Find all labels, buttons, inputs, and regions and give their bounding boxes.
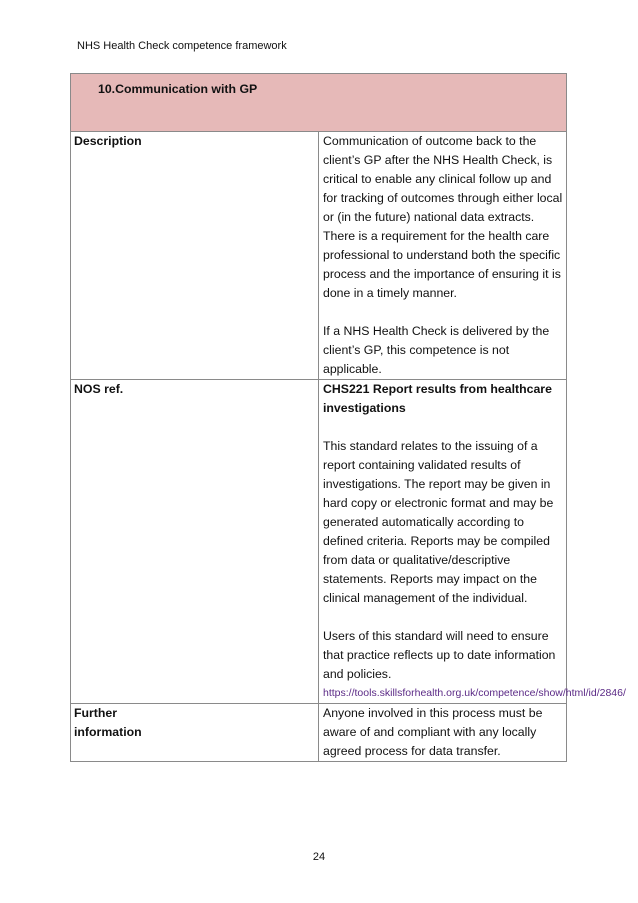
- description-label: Description: [71, 132, 319, 380]
- page-number: 24: [312, 851, 326, 863]
- nos-paragraph-1: This standard relates to the issuing of a report containing validated results of investigations. The report may be given in hard copy or electronic format and may be generated automatically according to defined criteria. Reports may be compiled from data or qualitative/descriptive statements. Reports may impact on the clinical management of the individual.: [323, 439, 554, 605]
- section-title-text: Communication with GP: [115, 82, 258, 96]
- description-paragraph-2: If a NHS Health Check is delivered by the client’s GP, this competence is not applicable.: [323, 324, 550, 376]
- nos-paragraph-2: Users of this standard will need to ensure that practice reflects up to date information and policies.: [323, 629, 556, 681]
- section-title: [71, 74, 567, 132]
- title-row: [71, 74, 567, 132]
- further-information-row: [71, 704, 567, 762]
- further-label-line-2: information: [74, 725, 142, 739]
- nos-link[interactable]: https://tools.skillsforhealth.org.uk/competence/show/html/id/2846/: [323, 687, 626, 699]
- description-content: [319, 132, 567, 380]
- nos-label: NOS ref.: [71, 380, 319, 704]
- competence-table: [70, 73, 626, 762]
- nos-heading: CHS221 Report results from healthcare investigations: [323, 382, 552, 415]
- page-header: NHS Health Check competence framework: [77, 40, 287, 52]
- description-row: [71, 132, 567, 380]
- further-label-line-1: Further: [74, 706, 118, 720]
- section-number: 10.: [98, 82, 116, 96]
- further-information-label: [71, 704, 319, 762]
- further-information-content: Anyone involved in this process must be aware of and compliant with any locally agreed process for data transfer.: [319, 704, 567, 762]
- description-paragraph-1: Communication of outcome back to the client’s GP after the NHS Health Check, is critical to enable any clinical follow up and for tracking of outcomes through either local or (in the future) national data extracts. There is a requirement for the health care professional to understand both the specific process and the importance of ensuring it is done in a timely manner.: [323, 134, 563, 300]
- nos-row: [71, 380, 567, 704]
- nos-content: [319, 380, 626, 704]
